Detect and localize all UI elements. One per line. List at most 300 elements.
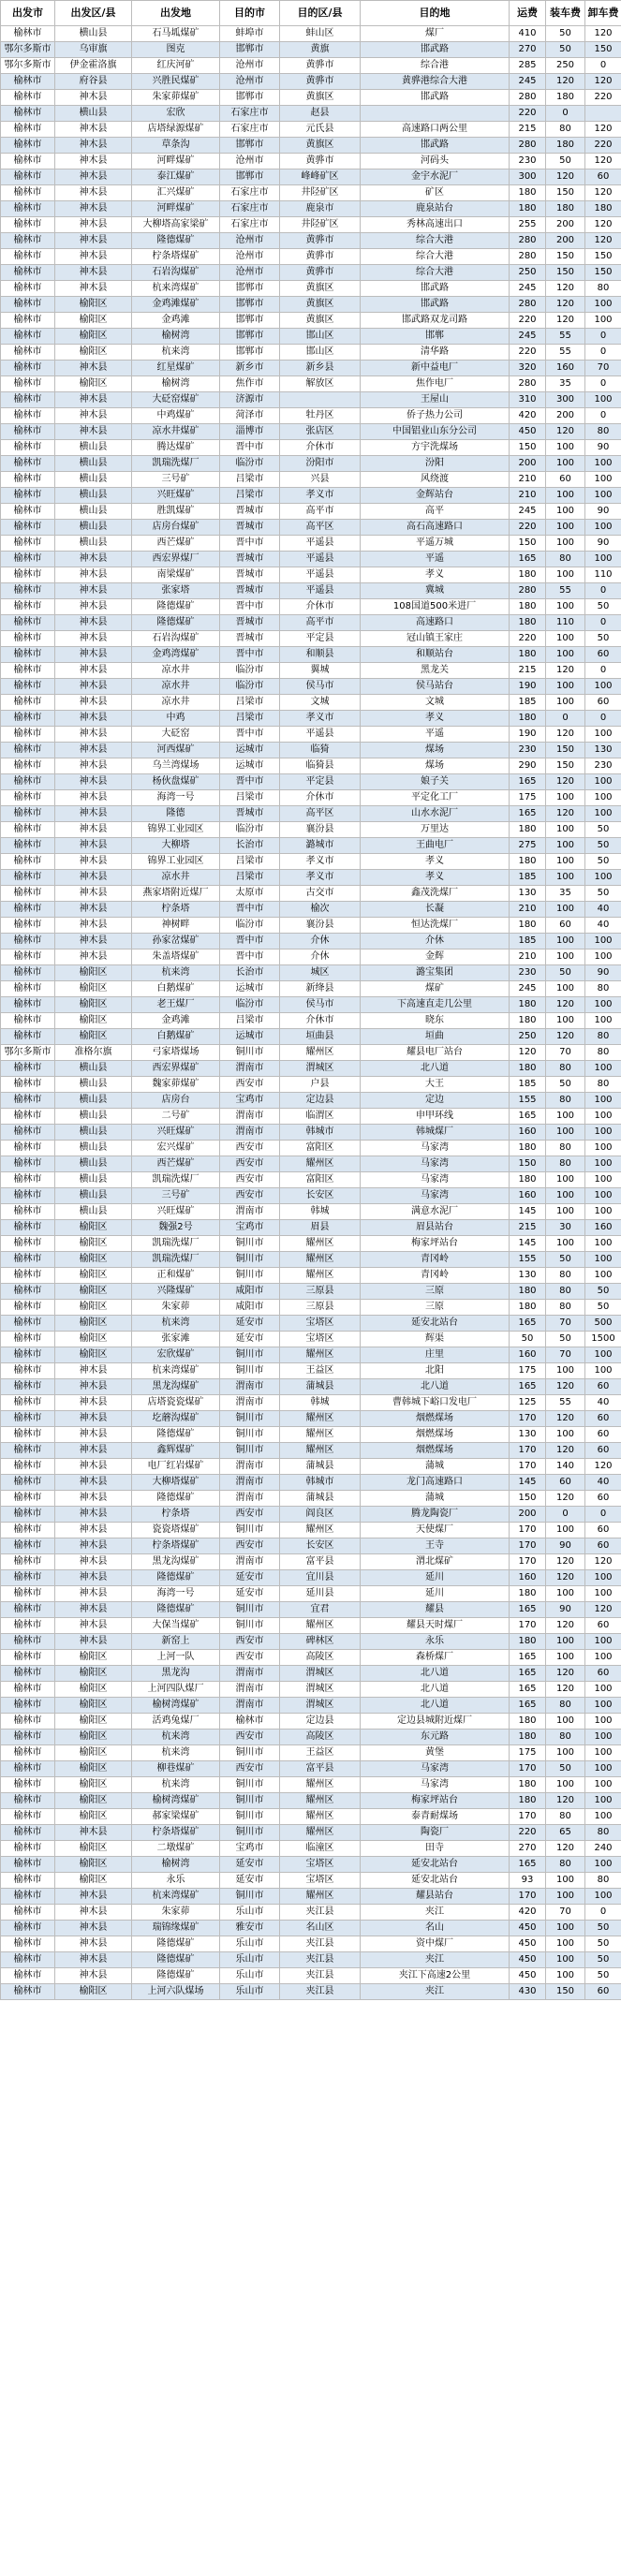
- cell-loading-fee: 80: [546, 1156, 585, 1172]
- cell-freight: 180: [510, 1300, 546, 1316]
- cell-origin-place: 宏兴煤矿: [132, 1141, 220, 1156]
- table-row: [1, 1825, 621, 1841]
- cell-unloading-fee: 100: [585, 313, 621, 329]
- cell-dest-city: 渭南市: [220, 1061, 280, 1077]
- cell-dest-city: 邯郸市: [220, 297, 280, 313]
- cell-unloading-fee: 0: [585, 663, 621, 679]
- cell-dest-city: 运城市: [220, 981, 280, 997]
- cell-dest-city: 乐山市: [220, 1905, 280, 1921]
- cell-dest-district: 邯山区: [280, 345, 361, 361]
- cell-loading-fee: 110: [546, 615, 585, 631]
- cell-loading-fee: 200: [546, 217, 585, 233]
- cell-origin-district: 榆阳区: [55, 1347, 132, 1363]
- cell-dest-city: 吕梁市: [220, 488, 280, 504]
- cell-origin-district: 横山县: [55, 504, 132, 520]
- cell-destination: 煤场: [361, 743, 510, 758]
- cell-origin-city: 榆林市: [1, 376, 55, 392]
- cell-dest-city: 长治市: [220, 965, 280, 981]
- cell-destination: 曹韩城下峪口发电厂: [361, 1395, 510, 1411]
- cell-origin-district: 神木县: [55, 154, 132, 169]
- cell-origin-district: 神木县: [55, 886, 132, 902]
- table-row: [1, 1682, 621, 1698]
- cell-unloading-fee: 60: [585, 1443, 621, 1459]
- cell-origin-place: 黑龙沟煤矿: [132, 1554, 220, 1570]
- cell-destination: 邯武路: [361, 281, 510, 297]
- cell-unloading-fee: 100: [585, 870, 621, 886]
- cell-origin-city: 榆林市: [1, 1475, 55, 1491]
- cell-destination: 烟燃煤场: [361, 1443, 510, 1459]
- column-header-dest-city: 目的市: [220, 1, 280, 26]
- table-row: [1, 138, 621, 154]
- cell-origin-city: 榆林市: [1, 1825, 55, 1841]
- cell-dest-city: 宝鸡市: [220, 1093, 280, 1109]
- cell-unloading-fee: 0: [585, 408, 621, 424]
- cell-dest-city: 乐山市: [220, 1952, 280, 1968]
- cell-origin-place: 杭来湾: [132, 1730, 220, 1745]
- cell-loading-fee: 100: [546, 599, 585, 615]
- table-row: [1, 440, 621, 456]
- cell-unloading-fee: 120: [585, 1459, 621, 1475]
- cell-origin-city: 榆林市: [1, 26, 55, 42]
- cell-origin-city: 榆林市: [1, 663, 55, 679]
- cell-dest-district: 黄骅市: [280, 249, 361, 265]
- cell-freight: 180: [510, 997, 546, 1013]
- cell-origin-city: 榆林市: [1, 965, 55, 981]
- cell-destination: 夹江: [361, 1984, 510, 2000]
- cell-freight: 180: [510, 822, 546, 838]
- cell-freight: 180: [510, 1777, 546, 1793]
- cell-freight: 230: [510, 154, 546, 169]
- cell-freight: 430: [510, 1984, 546, 2000]
- cell-unloading-fee: 100: [585, 1714, 621, 1730]
- cell-dest-district: 孝义市: [280, 488, 361, 504]
- cell-dest-district: 侯马市: [280, 679, 361, 695]
- cell-origin-place: 张家滩: [132, 1332, 220, 1347]
- cell-destination: 北阳: [361, 1363, 510, 1379]
- cell-origin-city: 榆林市: [1, 934, 55, 949]
- table-row: [1, 1666, 621, 1682]
- cell-origin-place: 西芒煤矿: [132, 1156, 220, 1172]
- cell-dest-district: 临潼区: [280, 1841, 361, 1857]
- cell-destination: 万里达: [361, 822, 510, 838]
- cell-freight: 145: [510, 1236, 546, 1252]
- cell-unloading-fee: 100: [585, 1682, 621, 1698]
- cell-loading-fee: 120: [546, 169, 585, 185]
- cell-loading-fee: 100: [546, 1204, 585, 1220]
- cell-dest-district: 眉县: [280, 1220, 361, 1236]
- cell-dest-city: 咸阳市: [220, 1284, 280, 1300]
- cell-loading-fee: 50: [546, 1332, 585, 1347]
- cell-destination: 夹江下高速2公里: [361, 1968, 510, 1984]
- cell-dest-city: 济源市: [220, 392, 280, 408]
- cell-freight: 180: [510, 615, 546, 631]
- cell-origin-place: 柠条塔煤矿: [132, 249, 220, 265]
- cell-freight: 160: [510, 1347, 546, 1363]
- cell-origin-place: 杨伙盘煤矿: [132, 774, 220, 790]
- cell-dest-district: 耀州区: [280, 1793, 361, 1809]
- cell-origin-city: 榆林市: [1, 806, 55, 822]
- cell-origin-place: 活鸡兔煤厂: [132, 1714, 220, 1730]
- cell-destination: 渭北煤矿: [361, 1554, 510, 1570]
- cell-origin-place: 凯瑞洗煤厂: [132, 1236, 220, 1252]
- cell-unloading-fee: 50: [585, 1284, 621, 1300]
- cell-origin-city: 榆林市: [1, 1952, 55, 1968]
- cell-dest-district: 富阳区: [280, 1141, 361, 1156]
- cell-origin-place: 杭来湾: [132, 345, 220, 361]
- cell-unloading-fee: 100: [585, 1172, 621, 1188]
- cell-dest-district: 王益区: [280, 1745, 361, 1761]
- cell-origin-district: 横山县: [55, 472, 132, 488]
- cell-origin-city: 榆林市: [1, 504, 55, 520]
- cell-dest-district: 渭城区: [280, 1698, 361, 1714]
- cell-dest-city: 渭南市: [220, 1698, 280, 1714]
- cell-origin-district: 横山县: [55, 520, 132, 536]
- cell-loading-fee: 100: [546, 647, 585, 663]
- table-row: [1, 774, 621, 790]
- table-row: [1, 122, 621, 138]
- cell-destination: 泰青耐煤场: [361, 1809, 510, 1825]
- cell-destination: 冠山镇王家庄: [361, 631, 510, 647]
- cell-origin-city: 榆林市: [1, 1236, 55, 1252]
- cell-dest-city: 邯郸市: [220, 281, 280, 297]
- cell-loading-fee: 80: [546, 1284, 585, 1300]
- cell-dest-district: 高平区: [280, 806, 361, 822]
- cell-dest-district: 耀州区: [280, 1427, 361, 1443]
- cell-freight: 120: [510, 1045, 546, 1061]
- cell-origin-city: 榆林市: [1, 1268, 55, 1284]
- cell-dest-city: 运城市: [220, 1029, 280, 1045]
- cell-loading-fee: 150: [546, 1984, 585, 2000]
- cell-unloading-fee: 100: [585, 934, 621, 949]
- cell-dest-city: 晋城市: [220, 806, 280, 822]
- cell-loading-fee: 30: [546, 1220, 585, 1236]
- cell-destination: 森桥煤厂: [361, 1650, 510, 1666]
- cell-loading-fee: 200: [546, 408, 585, 424]
- table-row: [1, 536, 621, 552]
- cell-origin-city: 榆林市: [1, 265, 55, 281]
- cell-dest-city: 渭南市: [220, 1475, 280, 1491]
- table-body: [1, 26, 621, 2000]
- cell-dest-city: 铜川市: [220, 1427, 280, 1443]
- cell-origin-city: 榆林市: [1, 1793, 55, 1809]
- cell-dest-district: 文城: [280, 695, 361, 711]
- cell-origin-place: 三号矿: [132, 1188, 220, 1204]
- column-header-origin-place: 出发地: [132, 1, 220, 26]
- cell-loading-fee: 100: [546, 1125, 585, 1141]
- table-row: [1, 1061, 621, 1077]
- cell-origin-city: 榆林市: [1, 758, 55, 774]
- cell-origin-city: 榆林市: [1, 1427, 55, 1443]
- cell-origin-city: 榆林市: [1, 1968, 55, 1984]
- cell-unloading-fee: 120: [585, 1602, 621, 1618]
- cell-destination: 龙门高速路口: [361, 1475, 510, 1491]
- cell-origin-city: 榆林市: [1, 822, 55, 838]
- cell-origin-district: 神木县: [55, 806, 132, 822]
- cell-origin-district: 神木县: [55, 1459, 132, 1475]
- cell-loading-fee: 0: [546, 1507, 585, 1523]
- cell-origin-district: 神木县: [55, 679, 132, 695]
- cell-origin-district: 榆阳区: [55, 1029, 132, 1045]
- cell-origin-place: 隆德煤矿: [132, 599, 220, 615]
- cell-destination: 孝义: [361, 711, 510, 727]
- table-row: [1, 854, 621, 870]
- cell-origin-district: 神木县: [55, 1491, 132, 1507]
- cell-freight: 175: [510, 790, 546, 806]
- table-row: [1, 169, 621, 185]
- cell-loading-fee: 90: [546, 1602, 585, 1618]
- cell-freight: 150: [510, 1156, 546, 1172]
- cell-loading-fee: 80: [546, 1809, 585, 1825]
- cell-destination: 延安北站台: [361, 1316, 510, 1332]
- cell-unloading-fee: 60: [585, 1491, 621, 1507]
- cell-dest-city: 临汾市: [220, 456, 280, 472]
- cell-origin-city: 榆林市: [1, 122, 55, 138]
- cell-freight: 280: [510, 233, 546, 249]
- cell-dest-district: 介休: [280, 949, 361, 965]
- cell-dest-city: 铜川市: [220, 1363, 280, 1379]
- table-row: [1, 1905, 621, 1921]
- table-row: [1, 1252, 621, 1268]
- cell-dest-district: 韩城市: [280, 1475, 361, 1491]
- cell-freight: 180: [510, 1284, 546, 1300]
- cell-dest-city: 铜川市: [220, 1268, 280, 1284]
- cell-destination: 清华路: [361, 345, 510, 361]
- cell-destination: 介休: [361, 934, 510, 949]
- table-row: [1, 981, 621, 997]
- cell-freight: 280: [510, 138, 546, 154]
- table-row: [1, 1316, 621, 1332]
- cell-origin-place: 新窑上: [132, 1634, 220, 1650]
- cell-loading-fee: 100: [546, 1952, 585, 1968]
- cell-dest-city: 铜川市: [220, 1793, 280, 1809]
- cell-origin-place: 永乐: [132, 1873, 220, 1889]
- cell-origin-district: 神木县: [55, 138, 132, 154]
- cell-origin-district: 神木县: [55, 599, 132, 615]
- cell-loading-fee: 120: [546, 774, 585, 790]
- cell-loading-fee: 55: [546, 345, 585, 361]
- cell-freight: 180: [510, 854, 546, 870]
- cell-loading-fee: 0: [546, 106, 585, 122]
- cell-origin-city: 榆林市: [1, 711, 55, 727]
- cell-origin-city: 榆林市: [1, 1777, 55, 1793]
- cell-unloading-fee: 100: [585, 1141, 621, 1156]
- cell-origin-city: 榆林市: [1, 567, 55, 583]
- cell-dest-district: 耀州区: [280, 1825, 361, 1841]
- cell-unloading-fee: 100: [585, 456, 621, 472]
- cell-dest-district: 垣曲县: [280, 1029, 361, 1045]
- cell-freight: 165: [510, 1379, 546, 1395]
- header-row: [1, 1, 621, 26]
- cell-loading-fee: 60: [546, 472, 585, 488]
- cell-origin-city: 榆林市: [1, 1109, 55, 1125]
- cell-loading-fee: 100: [546, 1109, 585, 1125]
- cell-dest-district: 介休市: [280, 599, 361, 615]
- table-row: [1, 1538, 621, 1554]
- cell-origin-district: 神木县: [55, 822, 132, 838]
- cell-unloading-fee: 80: [585, 1077, 621, 1093]
- cell-origin-place: 隆德煤矿: [132, 1602, 220, 1618]
- cell-freight: 410: [510, 26, 546, 42]
- cell-origin-district: 神木县: [55, 1634, 132, 1650]
- cell-destination: 中国铝业山东分公司: [361, 424, 510, 440]
- cell-destination: 申甲环线: [361, 1109, 510, 1125]
- cell-freight: 180: [510, 1793, 546, 1809]
- cell-freight: 180: [510, 1013, 546, 1029]
- cell-unloading-fee: 60: [585, 1666, 621, 1682]
- cell-destination: 下高速直走几公里: [361, 997, 510, 1013]
- cell-unloading-fee: 0: [585, 583, 621, 599]
- cell-freight: 290: [510, 758, 546, 774]
- cell-origin-place: 西宏界煤矿: [132, 1061, 220, 1077]
- cell-loading-fee: 140: [546, 1459, 585, 1475]
- cell-dest-city: 运城市: [220, 743, 280, 758]
- table-row: [1, 1777, 621, 1793]
- table-row: [1, 201, 621, 217]
- cell-origin-place: 三号矿: [132, 472, 220, 488]
- cell-origin-district: 神木县: [55, 217, 132, 233]
- cell-dest-district: 孝义市: [280, 854, 361, 870]
- cell-dest-city: 延安市: [220, 1570, 280, 1586]
- table-row: [1, 361, 621, 376]
- cell-dest-district: 蒲城县: [280, 1491, 361, 1507]
- cell-dest-city: 沧州市: [220, 265, 280, 281]
- cell-origin-place: 圪蘑沟煤矿: [132, 1411, 220, 1427]
- cell-dest-district: 襄汾县: [280, 822, 361, 838]
- cell-destination: 马家湾: [361, 1156, 510, 1172]
- cell-loading-fee: 50: [546, 26, 585, 42]
- cell-origin-district: 神木县: [55, 1554, 132, 1570]
- cell-unloading-fee: 60: [585, 169, 621, 185]
- cell-origin-district: 神木县: [55, 1523, 132, 1538]
- cell-origin-district: 横山县: [55, 106, 132, 122]
- cell-freight: 190: [510, 727, 546, 743]
- cell-dest-city: 晋中市: [220, 727, 280, 743]
- cell-dest-city: 西安市: [220, 1538, 280, 1554]
- cell-dest-city: 吕梁市: [220, 1013, 280, 1029]
- cell-destination: 定边县城附近煤厂: [361, 1714, 510, 1730]
- cell-origin-city: 榆林市: [1, 631, 55, 647]
- cell-origin-place: 柠条塔: [132, 1507, 220, 1523]
- cell-origin-place: 石岩沟煤矿: [132, 265, 220, 281]
- cell-dest-city: 邯郸市: [220, 169, 280, 185]
- column-header-origin-city: 出发市: [1, 1, 55, 26]
- cell-dest-city: 铜川市: [220, 1602, 280, 1618]
- table-row: [1, 329, 621, 345]
- cell-loading-fee: 80: [546, 1141, 585, 1156]
- cell-freight: 270: [510, 42, 546, 58]
- cell-freight: 165: [510, 552, 546, 567]
- table-row: [1, 1841, 621, 1857]
- cell-unloading-fee: 100: [585, 1347, 621, 1363]
- cell-origin-district: 榆阳区: [55, 1809, 132, 1825]
- cell-unloading-fee: 100: [585, 1363, 621, 1379]
- cell-destination: 马家湾: [361, 1172, 510, 1188]
- cell-dest-district: 井陉矿区: [280, 217, 361, 233]
- cell-dest-district: 鹿泉市: [280, 201, 361, 217]
- cell-dest-city: 吕梁市: [220, 711, 280, 727]
- cell-unloading-fee: 220: [585, 90, 621, 106]
- cell-origin-place: 瓷瓷塔煤矿: [132, 1523, 220, 1538]
- cell-destination: 耀县站台: [361, 1889, 510, 1905]
- cell-origin-district: 横山县: [55, 26, 132, 42]
- cell-destination: 梅家坪站台: [361, 1793, 510, 1809]
- cell-loading-fee: 100: [546, 1013, 585, 1029]
- cell-dest-district: 临猗: [280, 743, 361, 758]
- cell-unloading-fee: 100: [585, 1204, 621, 1220]
- cell-origin-district: 神木县: [55, 854, 132, 870]
- cell-unloading-fee: 120: [585, 233, 621, 249]
- cell-destination: 定边: [361, 1093, 510, 1109]
- cell-origin-city: 榆林市: [1, 1634, 55, 1650]
- cell-origin-district: 横山县: [55, 1156, 132, 1172]
- cell-freight: 93: [510, 1873, 546, 1889]
- cell-dest-district: 韩城: [280, 1204, 361, 1220]
- cell-unloading-fee: 0: [585, 345, 621, 361]
- cell-origin-place: 燕家塔附近煤厂: [132, 886, 220, 902]
- table-row: [1, 1045, 621, 1061]
- cell-unloading-fee: 150: [585, 42, 621, 58]
- cell-dest-district: 介休: [280, 934, 361, 949]
- cell-origin-place: 金鸡滩: [132, 1013, 220, 1029]
- cell-loading-fee: 180: [546, 90, 585, 106]
- table-row: [1, 615, 621, 631]
- cell-destination: 和顺站台: [361, 647, 510, 663]
- cell-dest-city: 铜川市: [220, 1252, 280, 1268]
- cell-freight: 280: [510, 90, 546, 106]
- cell-destination: 夹江: [361, 1952, 510, 1968]
- cell-freight: 165: [510, 1698, 546, 1714]
- cell-dest-city: 西安市: [220, 1172, 280, 1188]
- cell-destination: 东元路: [361, 1730, 510, 1745]
- cell-destination: 文城: [361, 695, 510, 711]
- cell-loading-fee: 120: [546, 1029, 585, 1045]
- cell-freight: 220: [510, 313, 546, 329]
- cell-origin-district: 神木县: [55, 949, 132, 965]
- table-row: [1, 1172, 621, 1188]
- cell-dest-district: 富平县: [280, 1761, 361, 1777]
- cell-dest-city: 渭南市: [220, 1554, 280, 1570]
- table-row: [1, 1491, 621, 1507]
- table-row: [1, 758, 621, 774]
- cell-unloading-fee: 100: [585, 774, 621, 790]
- cell-loading-fee: 100: [546, 440, 585, 456]
- cell-freight: 210: [510, 902, 546, 918]
- cell-origin-place: 兴旺煤矿: [132, 1125, 220, 1141]
- cell-unloading-fee: 0: [585, 1507, 621, 1523]
- cell-dest-district: 黄旗区: [280, 138, 361, 154]
- cell-dest-city: 渭南市: [220, 1125, 280, 1141]
- cell-loading-fee: 120: [546, 1554, 585, 1570]
- cell-loading-fee: 100: [546, 1714, 585, 1730]
- cell-dest-city: 晋中市: [220, 440, 280, 456]
- cell-loading-fee: 120: [546, 806, 585, 822]
- table-row: [1, 1793, 621, 1809]
- cell-unloading-fee: 100: [585, 1156, 621, 1172]
- table-row: [1, 838, 621, 854]
- cell-origin-city: 榆林市: [1, 1411, 55, 1427]
- table-row: [1, 1347, 621, 1363]
- cell-destination: 青冈岭: [361, 1252, 510, 1268]
- cell-freight: 50: [510, 1332, 546, 1347]
- cell-origin-place: 孙家岔煤矿: [132, 934, 220, 949]
- cell-origin-city: 榆林市: [1, 74, 55, 90]
- cell-dest-city: 邯郸市: [220, 345, 280, 361]
- cell-origin-place: 隆德煤矿: [132, 1968, 220, 1984]
- cell-dest-city: 晋城市: [220, 520, 280, 536]
- table-row: [1, 1936, 621, 1952]
- cell-origin-district: 横山县: [55, 488, 132, 504]
- cell-origin-place: 红星煤矿: [132, 361, 220, 376]
